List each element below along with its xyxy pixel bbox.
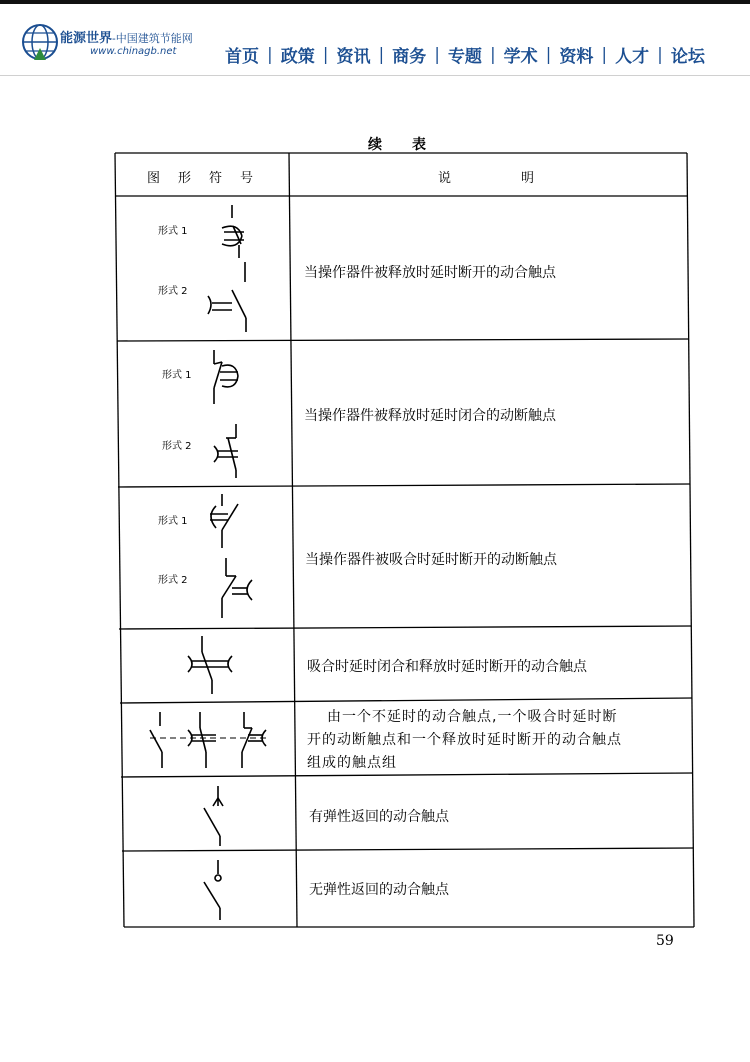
row-description: 当操作器件被释放时延时闭合的动断触点 bbox=[304, 408, 556, 424]
symbol-row-2 bbox=[214, 350, 238, 478]
logo-url: www.chinagb.net bbox=[90, 46, 177, 57]
form-label: 形式 2 bbox=[158, 575, 188, 586]
row-description: 无弹性返回的动合触点 bbox=[309, 882, 449, 898]
nav-item-resources[interactable]: 资料 bbox=[559, 47, 594, 67]
nav-item-news[interactable]: 资讯 bbox=[336, 47, 371, 67]
nav-item-talent[interactable]: 人才 bbox=[615, 47, 650, 67]
form-label: 形式 1 bbox=[158, 516, 188, 527]
nav-item-forum[interactable]: 论坛 bbox=[670, 47, 705, 67]
logo-title: 能源世界-中国建筑节能网 bbox=[60, 31, 193, 46]
nav-item-topics[interactable]: 专题 bbox=[447, 47, 482, 67]
nav-separator: | bbox=[545, 44, 552, 65]
header-graphic-symbol: 图形符号 bbox=[147, 171, 272, 186]
description-line: 开的动断触点和一个释放时延时断开的动合触点 bbox=[307, 732, 622, 748]
row-description: 当操作器件被吸合时延时断开的动断触点 bbox=[305, 552, 557, 568]
symbol-row-1 bbox=[208, 205, 246, 332]
symbol-row-3 bbox=[210, 494, 252, 618]
form-label: 形式 2 bbox=[162, 441, 192, 452]
row-description: 有弹性返回的动合触点 bbox=[309, 809, 449, 825]
nav-item-home[interactable]: 首页 bbox=[225, 47, 259, 67]
row-description: 当操作器件被释放时延时断开的动合触点 bbox=[304, 265, 556, 281]
row-description: 吸合时延时闭合和释放时延时断开的动合触点 bbox=[307, 659, 587, 675]
form-label: 形式 2 bbox=[158, 286, 188, 297]
symbol-row-5 bbox=[150, 712, 268, 768]
nav-item-policy[interactable]: 政策 bbox=[280, 47, 315, 67]
table-caption: 续表 bbox=[368, 137, 456, 153]
description-line: 组成的触点组 bbox=[307, 755, 397, 771]
form-label: 形式 1 bbox=[162, 370, 192, 381]
nav-item-business[interactable]: 商务 bbox=[392, 47, 427, 67]
description-line: 由一个不延时的动合触点,一个吸合时延时断 bbox=[327, 709, 618, 725]
form-label: 形式 1 bbox=[158, 226, 188, 237]
nav-separator: | bbox=[601, 44, 608, 65]
page-number: 59 bbox=[656, 933, 674, 949]
nav-separator: | bbox=[434, 44, 440, 65]
symbol-row-4 bbox=[188, 636, 232, 694]
nav-separator: | bbox=[322, 44, 329, 65]
nav-separator: | bbox=[267, 44, 273, 65]
symbol-row-7 bbox=[204, 860, 221, 920]
nav-separator: | bbox=[489, 44, 496, 65]
nav-separator: | bbox=[657, 44, 663, 65]
nav-separator: | bbox=[378, 44, 385, 65]
row-description-multiline bbox=[307, 706, 691, 775]
header-description: 说明 bbox=[438, 171, 605, 186]
symbol-row-6 bbox=[204, 786, 223, 846]
nav-item-academic[interactable]: 学术 bbox=[503, 47, 538, 67]
